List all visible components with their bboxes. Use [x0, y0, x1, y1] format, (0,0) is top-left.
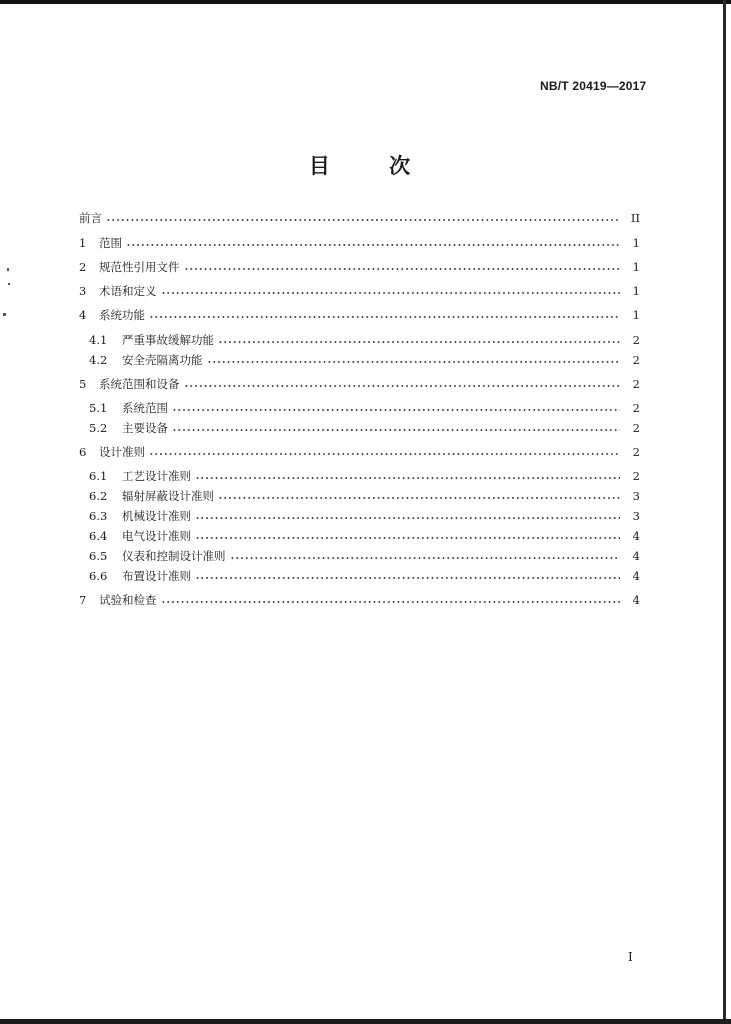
- toc-subentry: [89, 350, 640, 368]
- toc-number: 6.4: [89, 529, 108, 543]
- toc-page-number: II: [630, 211, 640, 225]
- toc-entry: [79, 442, 640, 460]
- toc-number: 6.5: [89, 549, 108, 563]
- toc-page-number: 1: [632, 236, 640, 250]
- toc-label: 仪表和控制设计准则: [122, 549, 226, 563]
- scan-speck: [8, 283, 10, 285]
- toc-label: 主要设备: [122, 421, 168, 435]
- toc-page-number: 2: [632, 445, 640, 459]
- toc-dot-leader: [207, 359, 621, 365]
- toc-label: 范围: [99, 236, 122, 250]
- toc-subentry: [89, 486, 640, 504]
- toc-label: 严重事故缓解功能: [122, 333, 214, 347]
- toc-page-number: 1: [632, 284, 640, 298]
- toc-number: 6.2: [89, 489, 108, 503]
- toc-entry: [79, 208, 640, 226]
- toc-entry: [79, 374, 640, 392]
- page-number: I: [628, 950, 633, 964]
- scan-speck: [7, 268, 9, 271]
- toc-subentry: [89, 546, 640, 564]
- toc-dot-leader: [184, 266, 621, 272]
- toc-number: 6.6: [89, 569, 108, 583]
- toc-label: 试验和检查: [99, 593, 157, 607]
- toc-page-number: 2: [632, 333, 640, 347]
- toc-page-number: 3: [632, 509, 640, 523]
- toc-page-number: 4: [632, 549, 640, 563]
- toc-subentry: [89, 526, 640, 544]
- toc-page-number: 1: [632, 308, 640, 322]
- toc-dot-leader: [195, 535, 620, 541]
- toc-dot-leader: [195, 475, 620, 481]
- toc-subentry: [89, 466, 640, 484]
- toc-number: 3: [79, 284, 87, 298]
- toc-number: 1: [79, 236, 87, 250]
- toc-subentry: [89, 506, 640, 524]
- toc-dot-leader: [126, 242, 620, 248]
- toc-entry: [79, 305, 640, 323]
- toc-page-number: 4: [632, 569, 640, 583]
- scan-speck: [3, 313, 6, 316]
- toc-dot-leader: [218, 339, 620, 345]
- toc-dot-leader: [184, 383, 621, 389]
- page-title: 目 次: [308, 153, 437, 178]
- toc-dot-leader: [149, 314, 620, 320]
- toc-label: 系统功能: [99, 308, 145, 322]
- toc-page-number: 2: [632, 401, 640, 415]
- toc-number: 4.1: [89, 333, 108, 347]
- toc-subentry: [89, 566, 640, 584]
- toc-number: 5.2: [89, 421, 108, 435]
- toc-number: 4.2: [89, 353, 108, 367]
- toc-page-number: 4: [632, 593, 640, 607]
- toc-number: 6.1: [89, 469, 108, 483]
- toc-label: 工艺设计准则: [122, 469, 191, 483]
- toc-label: 系统范围和设备: [99, 377, 180, 391]
- toc-label: 规范性引用文件: [99, 260, 180, 274]
- toc-dot-leader: [172, 427, 620, 433]
- toc-number: 7: [79, 593, 87, 607]
- toc-dot-leader: [218, 495, 620, 501]
- toc-label: 安全壳隔离功能: [122, 353, 203, 367]
- toc-subentry: [89, 418, 640, 436]
- toc-label: 术语和定义: [99, 284, 157, 298]
- document-code: NB/T 20419—2017: [540, 79, 647, 93]
- toc-page-number: 3: [632, 489, 640, 503]
- toc-dot-leader: [172, 407, 620, 413]
- toc-dot-leader: [149, 451, 620, 457]
- toc-dot-leader: [106, 217, 620, 223]
- toc-label: 前言: [79, 211, 102, 225]
- toc-entry: [79, 590, 640, 608]
- toc-label: 辐射屏蔽设计准则: [122, 489, 214, 503]
- scan-edge-top: [0, 0, 731, 4]
- toc-number: 5: [79, 377, 87, 391]
- toc-dot-leader: [161, 290, 621, 296]
- toc-entry: [79, 257, 640, 275]
- toc-page-number: 2: [632, 353, 640, 367]
- toc-page-number: 4: [632, 529, 640, 543]
- toc-subentry: [89, 398, 640, 416]
- toc-label: 布置设计准则: [122, 569, 191, 583]
- toc-page-number: 2: [632, 469, 640, 483]
- toc-number: 2: [79, 260, 87, 274]
- toc-entry: [79, 233, 640, 251]
- toc-entry: [79, 281, 640, 299]
- toc-dot-leader: [195, 515, 620, 521]
- toc-label: 设计准则: [99, 445, 145, 459]
- toc-page-number: 2: [632, 377, 640, 391]
- toc-dot-leader: [195, 575, 620, 581]
- toc-number: 6: [79, 445, 87, 459]
- toc-label: 电气设计准则: [122, 529, 191, 543]
- toc-dot-leader: [230, 555, 621, 561]
- toc-label: 机械设计准则: [122, 509, 191, 523]
- toc-label: 系统范围: [122, 401, 168, 415]
- toc-number: 6.3: [89, 509, 108, 523]
- toc-page-number: 2: [632, 421, 640, 435]
- toc-subentry: [89, 330, 640, 348]
- toc-number: 5.1: [89, 401, 108, 415]
- scan-edge-bottom: [0, 1019, 731, 1024]
- toc-dot-leader: [161, 599, 621, 605]
- toc-number: 4: [79, 308, 87, 322]
- toc-page-number: 1: [632, 260, 640, 274]
